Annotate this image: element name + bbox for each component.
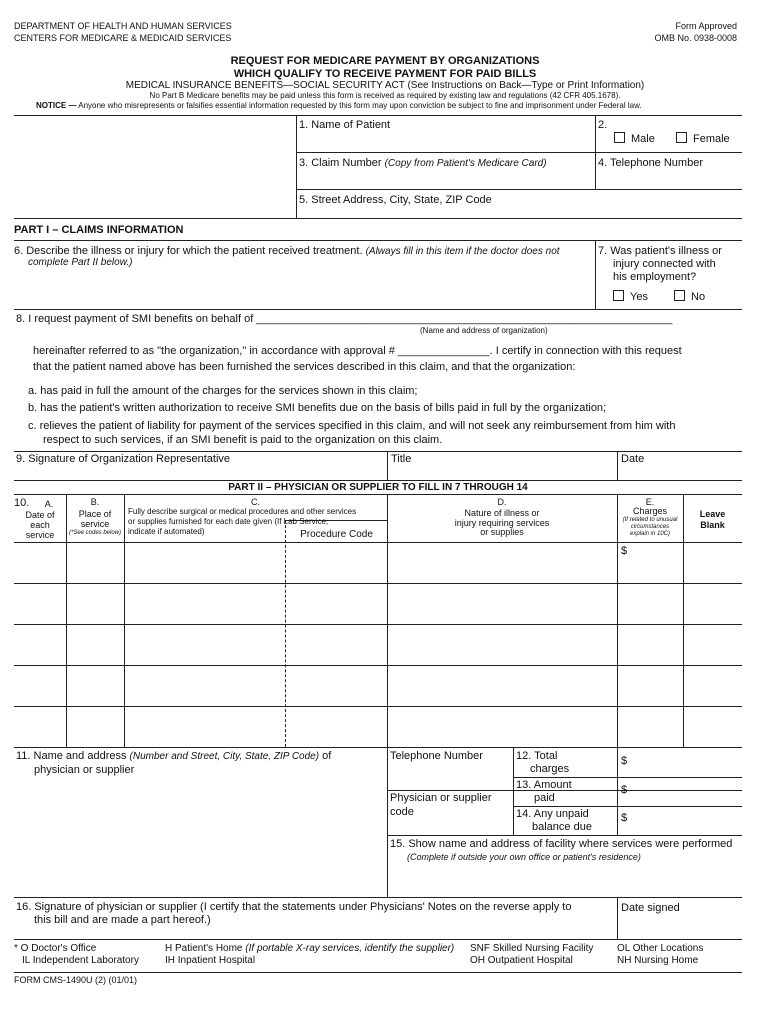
female-label: Female	[693, 133, 730, 145]
col-c-line3: indicate if automated)	[128, 527, 205, 536]
col-b-line3: (*See codes below)	[68, 530, 122, 536]
code-patients-home-hint: (If portable X-ray services, identify the supplier)	[245, 943, 455, 954]
col-b-line1: Place of	[78, 509, 112, 519]
col-a-line3: service	[25, 530, 55, 540]
service-row[interactable]	[14, 584, 742, 624]
col-a-line1: Date of	[25, 510, 55, 520]
part2-heading: PART II – PHYSICIAN OR SUPPLIER TO FILL IN 7 THROUGH 14	[228, 482, 528, 493]
item14-label: 14. Any unpaid	[516, 808, 589, 820]
col-c-line2: or supplies furnished for each date given (If Lab Service,	[128, 517, 329, 526]
yes-label: Yes	[630, 291, 648, 303]
col-e-line2: (If related to unusual	[622, 517, 678, 523]
code-independent-lab: IL Independent Laboratory	[22, 955, 139, 966]
col-e-line3: circumstances	[630, 524, 670, 530]
item6-hint-cont: complete Part II below.)	[28, 257, 133, 268]
telephone-label: 4. Telephone Number	[598, 157, 703, 169]
claim-number-hint: (Copy from Patient's Medicare Card)	[384, 158, 547, 169]
yes-option[interactable]	[613, 290, 648, 303]
form-id: FORM CMS-1490U (2) (01/01)	[14, 975, 138, 985]
col-e-line4: explain in 10C)	[629, 531, 671, 537]
patient-name-label: 1. Name of Patient	[299, 119, 391, 131]
col-b-letter: B.	[90, 497, 100, 507]
facility-address-field[interactable]	[388, 864, 742, 896]
service-row[interactable]	[14, 666, 742, 706]
sex-label: 2.	[598, 119, 608, 131]
col-d-letter: D.	[497, 497, 507, 507]
item11-text: 11. Name and address	[16, 750, 127, 762]
patient-name-field[interactable]	[296, 129, 595, 151]
code-skilled-nursing: SNF Skilled Nursing Facility	[470, 943, 594, 954]
col-a-line2: each	[30, 520, 50, 530]
item6-text: 6. Describe the illness or injury for which the patient received treatment.	[14, 245, 363, 257]
form-title-line1: REQUEST FOR MEDICARE PAYMENT BY ORGANIZATIONS	[230, 55, 540, 67]
item10-label: 10.	[14, 497, 30, 509]
item13-label: 13. Amount	[516, 779, 572, 791]
item11-label	[16, 750, 331, 762]
condition-c-cont: respect to such services, if an SMI benefit is paid to the organization on this claim.	[43, 434, 443, 446]
code-inpatient-hospital: IH Inpatient Hospital	[165, 955, 256, 966]
hereinafter-line2: that the patient named above has been furnished the services described in this claim, and that the organization:	[33, 361, 576, 373]
claim-number-label	[299, 157, 547, 169]
col-d-line2: injury requiring services	[454, 518, 550, 528]
item8-text: 8. I request payment of SMI benefits on behalf of ____________________________________________________________________	[16, 313, 673, 325]
unpaid-balance-dollar: $	[621, 812, 628, 824]
col-e-letter: E.	[645, 497, 655, 507]
item6-hint: (Always fill in this item if the doctor does not	[365, 246, 560, 257]
male-label: Male	[631, 133, 655, 145]
item16-label: 16. Signature of physician or supplier (I certify that the statements under Physicians' Notes on the reverse apply to	[16, 901, 572, 913]
illness-description-field[interactable]	[14, 270, 594, 308]
col-a-letter: A.	[44, 499, 54, 509]
item8-caption: (Name and address of organization)	[420, 326, 548, 335]
department-name: DEPARTMENT OF HEALTH AND HUMAN SERVICES	[14, 21, 232, 31]
item15-hint: (Complete if outside your own office or patient's residence)	[407, 852, 641, 862]
item7-line1: 7. Was patient's illness or	[598, 245, 722, 257]
procedure-code-header: Procedure Code	[300, 529, 373, 540]
address-label: 5. Street Address, City, State, ZIP Code	[299, 194, 492, 206]
leave-blank-line2: Blank	[700, 520, 725, 530]
item11-label-cont: physician or supplier	[34, 764, 135, 776]
male-checkbox[interactable]	[614, 132, 625, 143]
agency-name: CENTERS FOR MEDICARE & MEDICAID SERVICES	[14, 33, 232, 43]
no-label: No	[691, 291, 706, 303]
item13-label-cont: paid	[534, 792, 555, 804]
regulation-note: No Part B Medicare benefits may be paid unless this form is received as required by existing law and regulations (42 CFR 405.1678).	[149, 91, 621, 100]
claim-number-title: 3. Claim Number	[299, 157, 382, 169]
form-subtitle: MEDICAL INSURANCE BENEFITS—SOCIAL SECURITY ACT (See Instructions on Back—Type or Print Information)	[125, 80, 645, 91]
title-field[interactable]	[388, 466, 616, 479]
col-c-letter: C.	[251, 497, 260, 507]
code-other-locations: OL Other Locations	[617, 943, 704, 954]
service-row[interactable]	[14, 543, 742, 583]
total-charges-field[interactable]	[632, 748, 742, 776]
item12-label: 12. Total	[516, 750, 558, 762]
physician-signature-field[interactable]	[14, 926, 616, 938]
date-field[interactable]	[618, 466, 742, 479]
physician-code-label-cont: code	[390, 806, 414, 818]
notice-label: NOTICE —	[36, 101, 77, 110]
title-label: Title	[391, 453, 412, 465]
telephone-field[interactable]	[596, 170, 742, 188]
yes-checkbox[interactable]	[613, 290, 624, 301]
col-d-line3: or supplies	[480, 527, 524, 537]
org-signature-field[interactable]	[14, 466, 386, 479]
no-checkbox[interactable]	[674, 290, 685, 301]
item15-label: 15. Show name and address of facility where services were performed	[390, 838, 733, 850]
physician-code-label: Physician or supplier	[390, 792, 492, 804]
code-outpatient-hospital: OH Outpatient Hospital	[470, 955, 573, 966]
female-checkbox[interactable]	[676, 132, 687, 143]
charges-dollar-sign: $	[621, 545, 628, 557]
hereinafter-line1: hereinafter referred to as "the organization," in accordance with approval # _______________. I certify in connection with this request	[33, 345, 682, 357]
service-row[interactable]	[14, 707, 742, 747]
notice	[36, 101, 642, 110]
total-charges-dollar: $	[621, 755, 628, 767]
address-field[interactable]	[296, 205, 742, 217]
condition-b: b. has the patient's written authorization to receive SMI benefits due on the basis of bills paid in full by the organization;	[28, 402, 607, 414]
code-patients-home	[165, 943, 454, 954]
unpaid-balance-field[interactable]	[632, 807, 742, 834]
condition-c: c. relieves the patient of liability for payment of the services specified in this claim, and will not seek any reimbursement from him with	[28, 420, 676, 432]
date-signed-field[interactable]	[618, 916, 742, 938]
form-approved: Form Approved	[675, 21, 737, 31]
col-e-line1: Charges	[632, 506, 668, 516]
item7-line2: injury connected with	[613, 258, 716, 270]
part1-heading: PART I – CLAIMS INFORMATION	[14, 224, 184, 236]
item12-label-cont: charges	[530, 763, 570, 775]
amount-paid-field[interactable]	[632, 778, 742, 805]
omb-number: OMB No. 0938-0008	[654, 33, 737, 43]
form-title-line2: WHICH QUALIFY TO RECEIVE PAYMENT FOR PAID BILLS	[233, 68, 537, 80]
service-row[interactable]	[14, 625, 742, 665]
col-b-line2: service	[80, 519, 110, 529]
physician-address-field[interactable]	[14, 778, 386, 896]
leave-blank-line1: Leave	[699, 509, 726, 519]
item9-label: 9. Signature of Organization Representative	[16, 453, 231, 465]
date-label: Date	[621, 453, 645, 465]
code-doctors-office: * O Doctor's Office	[14, 943, 97, 954]
condition-a: a. has paid in full the amount of the charges for the services shown in this claim;	[28, 385, 418, 397]
date-signed-label: Date signed	[621, 902, 680, 914]
claim-number-field[interactable]	[296, 170, 595, 188]
notice-text: Anyone who misrepresents or falsifies essential information requested by this form may upon conviction be subject to fine and imprisonment under Federal law.	[78, 101, 642, 110]
male-option[interactable]	[614, 132, 655, 145]
col-d-line1: Nature of illness or	[464, 508, 540, 518]
item11-of: of	[322, 750, 332, 762]
code-patients-home-label: H Patient's Home	[165, 943, 243, 954]
item14-label-cont: balance due	[532, 821, 592, 833]
amount-paid-dollar: $	[621, 784, 628, 796]
telephone-number-label: Telephone Number	[390, 750, 483, 762]
item11-hint: (Number and Street, City, State, ZIP Code)	[129, 751, 320, 762]
item7-line3: his employment?	[613, 271, 697, 283]
item6-label	[14, 245, 560, 257]
female-option[interactable]	[676, 132, 730, 145]
code-nursing-home: NH Nursing Home	[617, 955, 699, 966]
no-option[interactable]	[674, 290, 705, 303]
item16-label-cont: this bill and are made a part hereof.)	[34, 914, 211, 926]
col-c-line1: Fully describe surgical or medical procedures and other services	[128, 507, 357, 516]
